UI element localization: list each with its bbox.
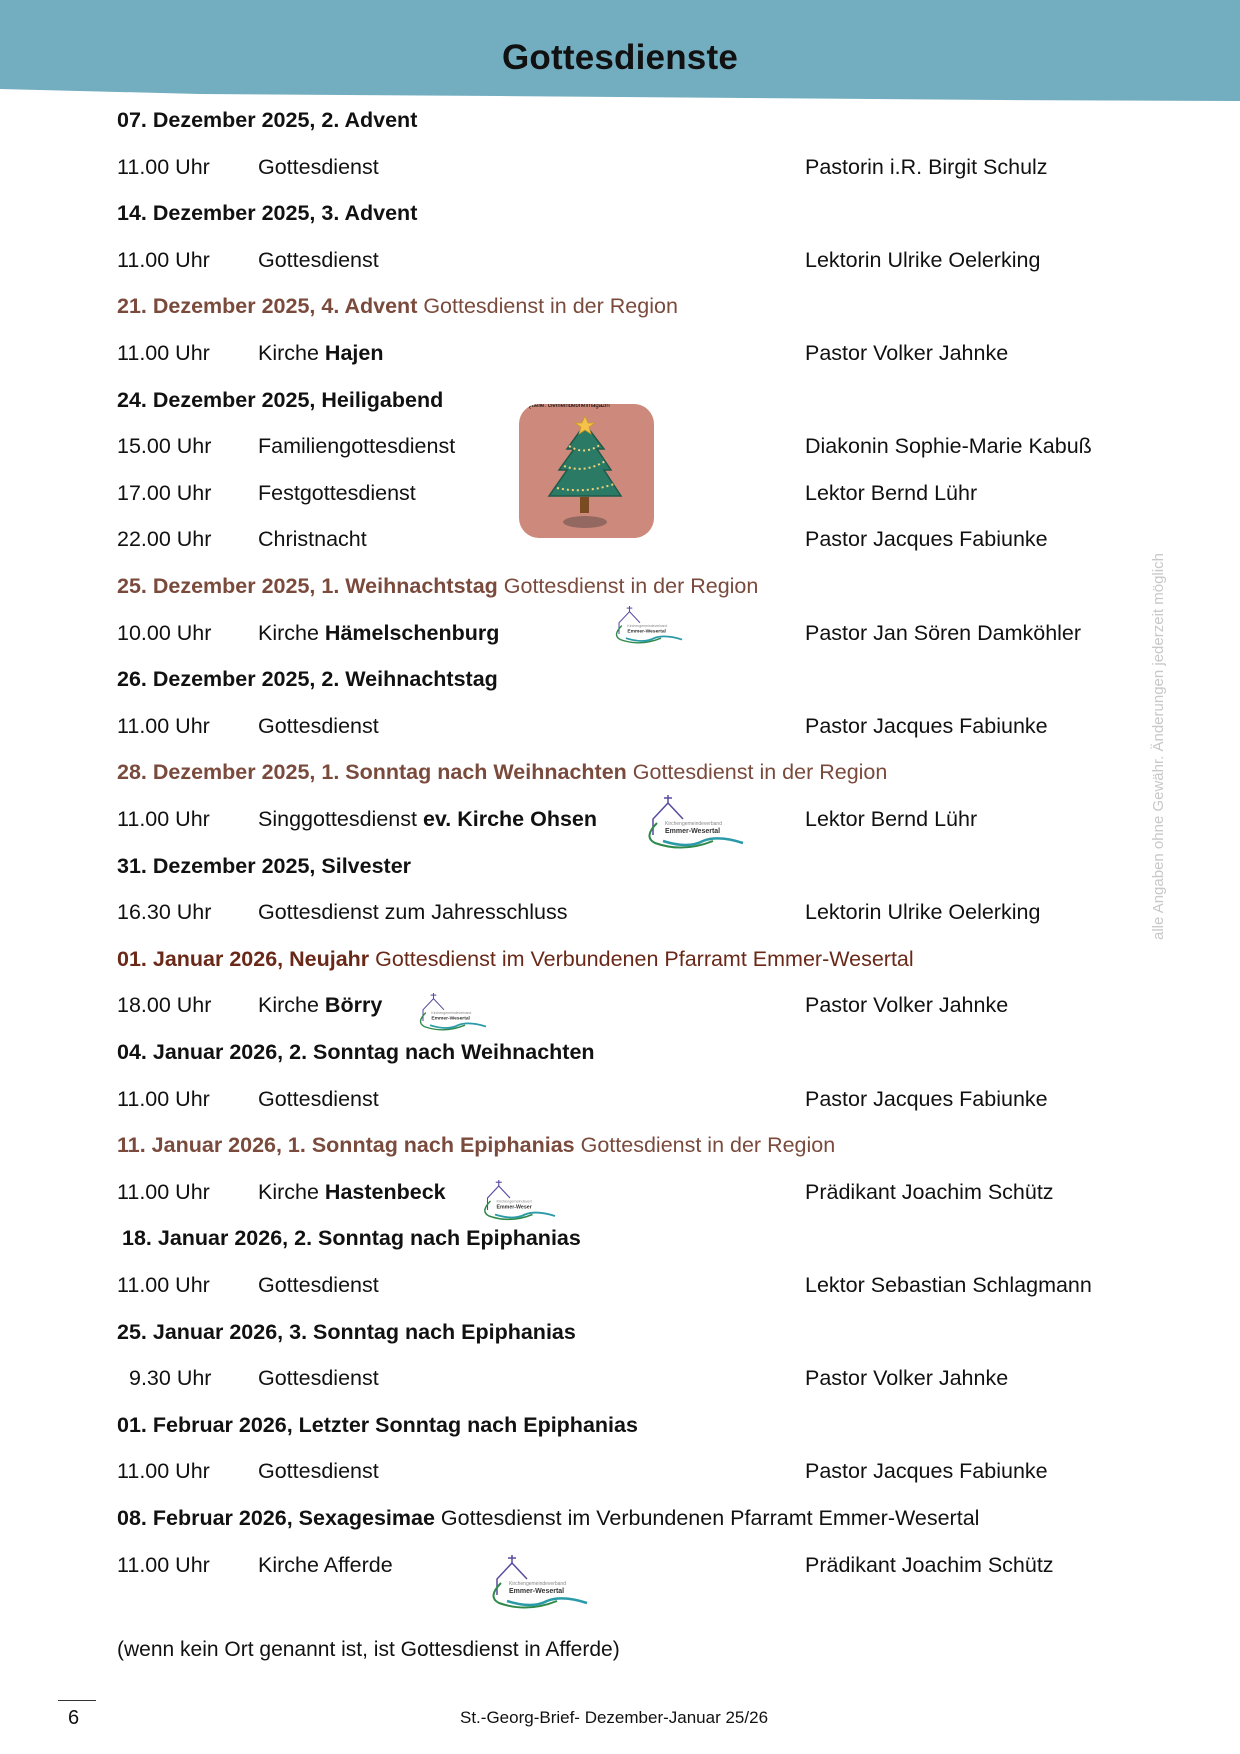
church-name: Hämelschenburg <box>324 620 500 645</box>
service-place <box>258 480 416 506</box>
service-heading <box>117 387 443 413</box>
emmer-wesertal-logo <box>487 1555 607 1620</box>
service-leader: Diakonin Sophie-Marie Kabuß <box>805 434 1092 459</box>
service-place <box>258 247 379 273</box>
christmas-tree-image <box>519 404 654 538</box>
service-type: Gottesdienst <box>258 154 379 179</box>
service-heading <box>117 1319 576 1345</box>
service-leader: Prädikant Joachim Schütz <box>805 1552 1054 1577</box>
service-heading <box>122 1225 581 1251</box>
page-title: Gottesdienste <box>502 38 738 77</box>
service-leader: Pastor Jacques Fabiunke <box>805 713 1048 738</box>
service-time: 18.00 Uhr <box>117 993 212 1018</box>
service-leader: Pastor Jan Sören Damköhler <box>805 620 1082 645</box>
service-row <box>0 806 1240 832</box>
svg-text:Kirchengemeindeverband: Kirchengemeindeverband <box>627 624 668 628</box>
svg-text:Kirchengemeindeverband: Kirchengemeindeverband <box>509 1581 566 1587</box>
service-date: 07. Dezember 2025, 2. Advent <box>117 108 418 132</box>
service-place <box>258 806 597 832</box>
service-time: 16.30 Uhr <box>117 900 212 925</box>
service-heading <box>117 200 417 226</box>
image-credit: Quelle: Gemeindebriefmagazin <box>527 404 610 409</box>
service-date: 04. Januar 2026, 2. Sonntag nach Weihnachten <box>117 1040 595 1064</box>
service-date: 08. Februar 2026, Sexagesimae <box>117 1506 435 1530</box>
service-leader: Lektor Sebastian Schlagmann <box>805 1273 1092 1297</box>
service-date: 25. Dezember 2025, 1. Weihnachtstag <box>117 574 498 598</box>
service-type: Kirche <box>258 1179 325 1204</box>
service-row <box>0 713 1240 739</box>
service-place <box>258 340 383 366</box>
service-row <box>0 154 1240 180</box>
service-heading <box>117 1132 835 1158</box>
service-description: Gottesdienst in der Region <box>574 1133 836 1158</box>
svg-text:Emmer-Wesertal: Emmer-Wesertal <box>431 1016 470 1022</box>
service-date: 24. Dezember 2025, Heiligabend <box>117 387 444 412</box>
service-description: Gottesdienst in der Region <box>626 760 888 785</box>
service-type: Festgottesdienst <box>258 480 416 505</box>
service-date: 25. Januar 2026, 3. Sonntag nach Epiphanias <box>117 1319 576 1344</box>
service-time: 11.00 Uhr <box>117 807 210 831</box>
service-heading <box>117 573 758 599</box>
emmer-wesertal-logo <box>480 1180 570 1230</box>
service-place <box>258 1179 446 1205</box>
service-description: Gottesdienst in der Region <box>417 294 678 319</box>
service-place <box>258 1552 393 1578</box>
service-place <box>258 1086 379 1112</box>
service-time: 10.00 Uhr <box>117 620 212 645</box>
service-time: 11.00 Uhr <box>117 1273 210 1297</box>
service-date: 01. Januar 2026, Neujahr <box>117 946 370 971</box>
service-leader: Lektorin Ulrike Oelerking <box>805 900 1041 925</box>
footer-rule <box>58 1700 96 1701</box>
service-type: Gottesdienst <box>258 247 379 272</box>
service-time: 11.00 Uhr <box>117 1552 210 1577</box>
service-time: 11.00 Uhr <box>117 341 210 365</box>
christmas-tree-icon <box>519 404 654 538</box>
service-heading <box>117 107 417 133</box>
service-date: 26. Dezember 2025, 2. Weihnachtstag <box>117 667 498 692</box>
service-date: 14. Dezember 2025, 3. Advent <box>117 201 418 226</box>
service-leader: Pastor Jacques Fabiunke <box>805 1459 1048 1484</box>
service-type: Gottesdienst zum Jahresschluss <box>258 900 568 925</box>
service-type: Gottesdienst <box>258 1273 379 1297</box>
church-logo-icon <box>416 993 500 1035</box>
service-leader: Pastor Volker Jahnke <box>805 1366 1009 1391</box>
service-time: 11.00 Uhr <box>117 247 210 272</box>
service-heading <box>117 759 887 785</box>
church-name: ev. Kirche Ohsen <box>422 807 598 831</box>
service-row <box>0 1365 1240 1391</box>
service-date: 18. Januar 2026, 2. Sonntag nach Epiphanias <box>122 1226 581 1251</box>
service-type: Gottesdienst <box>258 1366 379 1391</box>
service-time: 11.00 Uhr <box>117 1459 210 1484</box>
location-note: (wenn kein Ort genannt ist, ist Gottesdienst in Afferde) <box>117 1638 620 1661</box>
svg-text:Emmer-Weser: Emmer-Weser <box>496 1204 532 1211</box>
service-heading <box>117 853 411 879</box>
service-heading <box>117 946 914 972</box>
service-time: 17.00 Uhr <box>117 480 212 505</box>
service-time: 9.30 Uhr <box>129 1366 212 1391</box>
svg-text:Emmer-Wesertal: Emmer-Wesertal <box>665 828 721 835</box>
service-place <box>258 1458 379 1484</box>
publication-footer: St.-Georg-Brief- Dezember-Januar 25/26 <box>460 1708 769 1727</box>
page-number: 6 <box>68 1707 80 1729</box>
service-row <box>0 1458 1240 1484</box>
service-description: Gottesdienst im Verbundenen Pfarramt Emmer-Wesertal <box>434 1506 980 1530</box>
church-logo-icon <box>487 1555 607 1615</box>
emmer-wesertal-logo <box>416 993 500 1040</box>
svg-text:Kirchengemeindeverband: Kirchengemeindeverband <box>665 821 722 827</box>
service-row <box>0 1552 1240 1578</box>
service-place <box>258 620 499 646</box>
service-time: 15.00 Uhr <box>117 434 212 459</box>
emmer-wesertal-logo <box>643 795 763 860</box>
service-time: 22.00 Uhr <box>117 527 212 552</box>
church-name: Börry <box>324 993 383 1018</box>
service-row <box>0 1179 1240 1205</box>
service-type: Gottesdienst <box>258 1086 379 1111</box>
service-place <box>258 433 455 459</box>
service-leader: Lektor Bernd Lühr <box>805 807 978 831</box>
service-time: 11.00 Uhr <box>117 1179 210 1204</box>
service-heading <box>117 293 678 319</box>
service-leader: Pastor Volker Jahnke <box>805 341 1009 365</box>
service-type: Kirche <box>258 993 325 1018</box>
service-heading <box>117 1039 595 1065</box>
service-row <box>0 340 1240 366</box>
svg-text:Kirchengemeindeverl: Kirchengemeindeverl <box>496 1199 532 1204</box>
service-leader: Lektorin Ulrike Oelerking <box>805 247 1041 272</box>
service-description: Gottesdienst im Verbundenen Pfarramt Emmer-Wesertal <box>369 946 914 971</box>
service-type: Singgottesdienst <box>258 807 423 831</box>
service-heading <box>117 1412 638 1438</box>
service-heading <box>117 666 498 692</box>
disclaimer-side-note: alle Angaben ohne Gewähr. Änderungen jederzeit möglich <box>1150 553 1167 940</box>
service-row <box>0 992 1240 1018</box>
service-type: Familiengottesdienst <box>258 434 456 459</box>
service-date: 11. Januar 2026, 1. Sonntag nach Epiphanias <box>117 1133 575 1158</box>
svg-text:Emmer-Wesertal: Emmer-Wesertal <box>509 1588 565 1595</box>
service-place <box>258 713 379 739</box>
service-place <box>258 154 379 180</box>
church-logo-icon <box>643 795 763 855</box>
service-place <box>258 526 367 552</box>
service-type: Gottesdienst <box>258 713 379 738</box>
service-leader: Prädikant Joachim Schütz <box>805 1179 1054 1204</box>
svg-text:Kirchengemeindeverband: Kirchengemeindeverband <box>431 1011 472 1015</box>
service-leader: Pastor Jacques Fabiunke <box>805 527 1048 552</box>
service-time: 11.00 Uhr <box>117 154 210 179</box>
service-date: 28. Dezember 2025, 1. Sonntag nach Weihnachten <box>117 760 627 785</box>
church-logo-icon <box>612 606 696 648</box>
service-row <box>0 899 1240 925</box>
service-type: Kirche <box>258 620 325 645</box>
service-date: 21. Dezember 2025, 4. Advent <box>117 294 418 319</box>
service-date: 01. Februar 2026, Letzter Sonntag nach Epiphanias <box>117 1412 638 1437</box>
church-logo-icon <box>480 1180 570 1225</box>
service-leader: Lektor Bernd Lühr <box>805 480 978 505</box>
service-place <box>258 992 382 1018</box>
service-leader: Pastorin i.R. Birgit Schulz <box>805 154 1048 179</box>
service-type: Kirche Afferde <box>258 1552 393 1577</box>
service-place <box>258 1272 379 1298</box>
church-name: Hajen <box>324 341 384 365</box>
svg-text:Emmer-Wesertal: Emmer-Wesertal <box>627 629 666 635</box>
service-time: 11.00 Uhr <box>117 713 210 738</box>
emmer-wesertal-logo <box>612 606 696 653</box>
service-heading <box>117 1505 979 1531</box>
service-leader: Pastor Volker Jahnke <box>805 993 1009 1018</box>
service-row <box>0 1272 1240 1298</box>
service-row <box>0 1086 1240 1112</box>
service-row <box>0 247 1240 273</box>
service-type: Kirche <box>258 341 325 365</box>
service-type: Christnacht <box>258 527 367 552</box>
church-name: Hastenbeck <box>324 1179 446 1204</box>
service-leader: Pastor Jacques Fabiunke <box>805 1086 1048 1111</box>
service-time: 11.00 Uhr <box>117 1086 210 1111</box>
service-date: 31. Dezember 2025, Silvester <box>117 853 412 878</box>
service-description: Gottesdienst in der Region <box>497 574 759 598</box>
service-place <box>258 1365 379 1391</box>
service-type: Gottesdienst <box>258 1459 379 1484</box>
service-place <box>258 899 568 925</box>
